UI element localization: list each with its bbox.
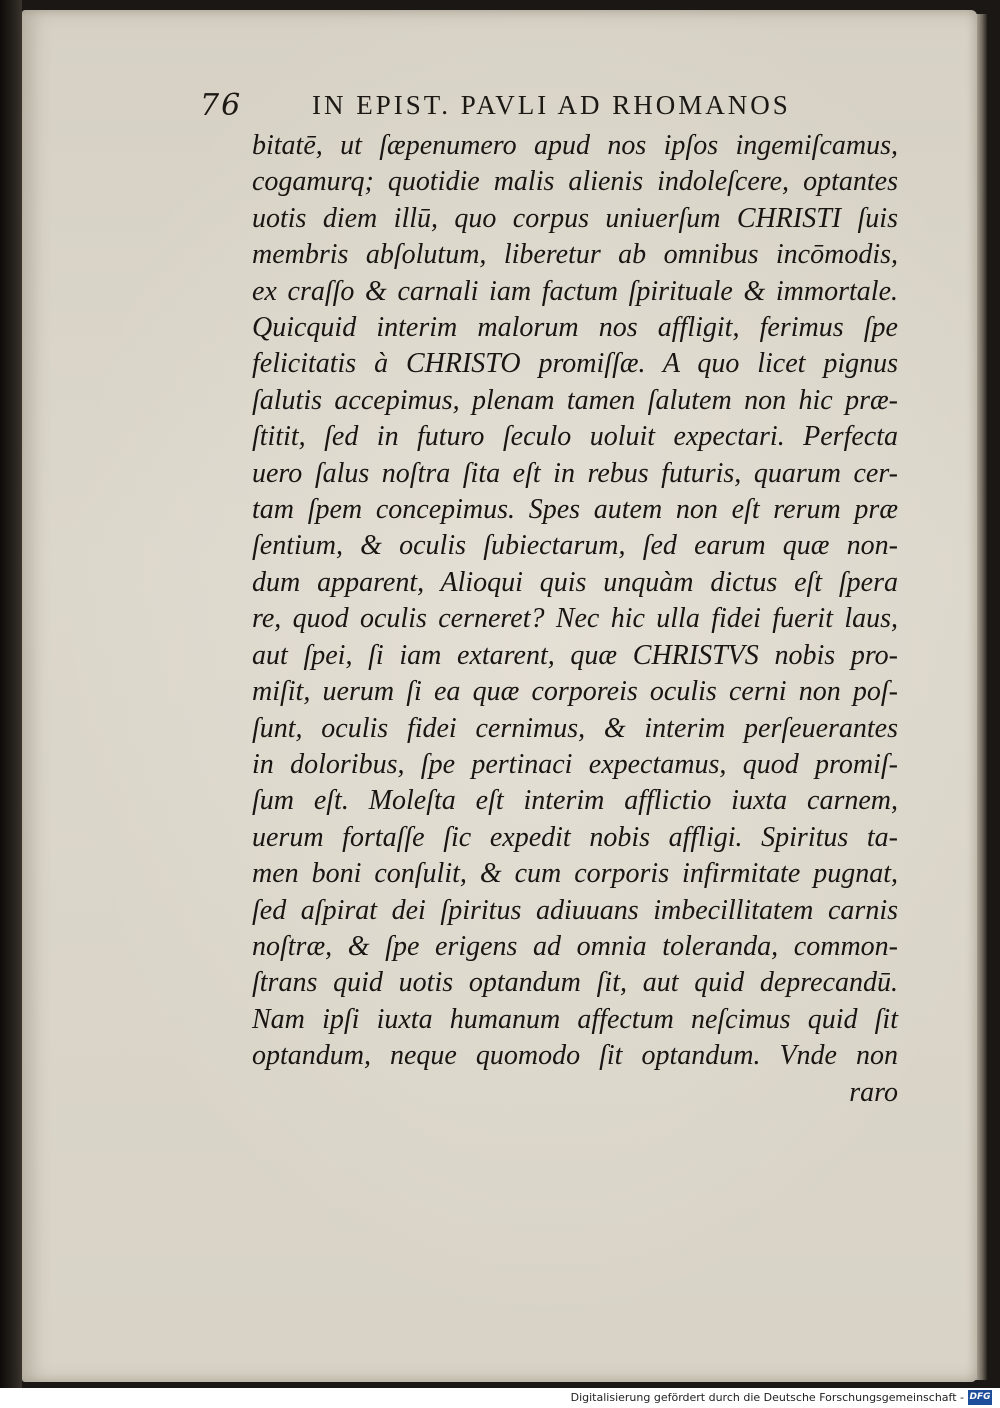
text-line: miſit, uerum ſi ea quæ corporeis oculis cerni non poſ- <box>252 676 898 708</box>
text-line: bitatē, ut ſæpenumero apud nos ipſos ingemiſcamus, <box>252 130 898 161</box>
running-head: IN EPIST. PAVLI AD RHOMANOS <box>312 90 791 120</box>
text-line: ſalutis accepimus, plenam tamen ſalutem non hic præ- <box>252 384 898 416</box>
text-line: Quicquid interim malorum nos affligit, ferimus ſpe <box>252 312 898 344</box>
text-line: ſentium, & oculis ſubiectarum, ſed earum quæ non- <box>252 530 898 562</box>
text-line: ſtitit, ſed in futuro ſeculo uoluit expectari. Perfecta <box>252 421 898 453</box>
text-line: re, quod oculis cerneret? Nec hic ulla fidei fuerit laus, <box>252 603 898 635</box>
text-line: optandum, neque quomodo ſit optandum. Vnde non <box>252 1040 898 1072</box>
text-line: cogamurq; quotidie malis alienis indoleſcere, optantes <box>252 166 898 198</box>
dfg-logo: DFG <box>968 1390 992 1405</box>
text-line: ſum eſt. Moleſta eſt interim afflictio iuxta carnem, <box>252 785 898 817</box>
body-text <box>252 128 902 1111</box>
text-line: dum apparent, Alioqui quis unquàm dictus eſt ſpera <box>252 566 898 598</box>
footer-bar <box>0 1388 1000 1408</box>
text-line: uerum fortaſſe ſic expedit nobis affligi. Spiritus ta- <box>252 821 898 853</box>
text-line: in doloribus, ſpe pertinaci expectamus, quod promiſ- <box>252 748 898 780</box>
funding-notice: Digitalisierung gefördert durch die Deutsche Forschungsgemeinschaft - <box>570 1391 964 1404</box>
text-line: ſtrans quid uotis optandum ſit, aut quid deprecandū. <box>252 967 898 999</box>
text-line: felicitatis à CHRISTO promiſſæ. A quo licet pignus <box>252 348 898 380</box>
text-line: membris abſolutum, liberetur ab omnibus incōmodis, <box>252 239 898 271</box>
text-line: tam ſpem concepimus. Spes autem non eſt rerum præ <box>252 494 898 526</box>
text-line: noſtræ, & ſpe erigens ad omnia toleranda, common- <box>252 930 898 962</box>
text-line: ſunt, oculis fidei cernimus, & interim perſeuerantes <box>252 712 898 744</box>
text-line: ex craſſo & carnali iam factum ſpirituale & immortale. <box>252 275 898 307</box>
text-line: aut ſpei, ſi iam extarent, quæ CHRISTVS nobis pro- <box>252 639 898 671</box>
text-line: men boni conſulit, & cum corporis infirmitate pugnat, <box>252 858 898 890</box>
page-number: 76 <box>200 88 243 123</box>
catchword: raro <box>849 1076 898 1108</box>
text-line: uotis diem illū, quo corpus uniuerſum CHRISTI ſuis <box>252 202 898 234</box>
text-line: Nam ipſi iuxta humanum affectum neſcimus quid ſit <box>252 1003 898 1035</box>
text-line: ſed aſpirat dei ſpiritus adiuuans imbecillitatem carnis <box>252 894 898 926</box>
text-line: uero ſalus noſtra ſita eſt in rebus futuris, quarum cer- <box>252 457 898 489</box>
book-binding-edge <box>0 0 22 1388</box>
